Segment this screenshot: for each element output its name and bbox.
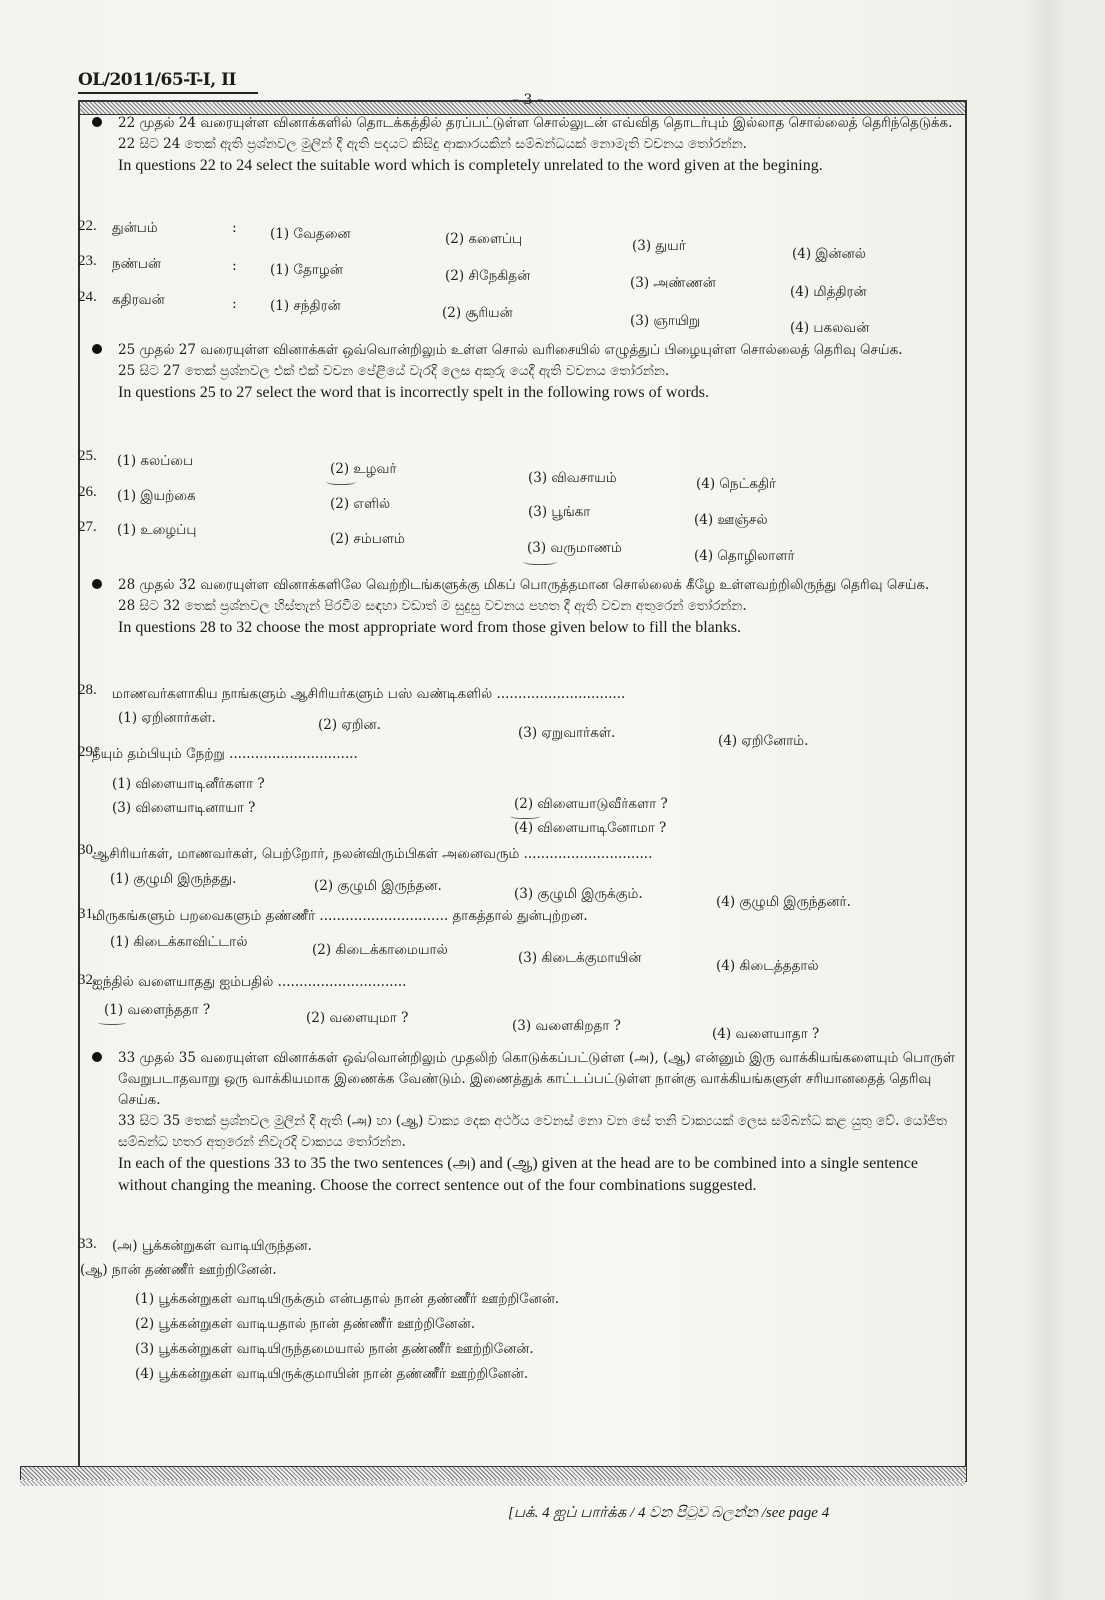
option-1[interactable]: (1) வளைந்ததா ? [104, 1002, 211, 1018]
handwritten-mark [523, 556, 557, 565]
instruction-tamil: 25 முதல் 27 வரையுள்ள வினாக்கள் ஒவ்வொன்றிலும் உள்ள சொல் வரிசையில் எழுத்துப் பிழையுள்ள சொல்லைத் தெரிவு செய்க. [118, 342, 903, 358]
option-4[interactable]: (4) தொழிலாளர் [694, 548, 795, 564]
option-1[interactable]: (1) வேதனை [270, 226, 351, 242]
given-word: கதிரவன் [112, 292, 165, 308]
question-number: 27. [78, 519, 97, 535]
option-1[interactable]: (1) விளையாடினீர்களா ? [112, 776, 265, 792]
option-3[interactable]: (3) விவசாயம் [528, 470, 617, 486]
option-4[interactable]: (4) பூக்கன்றுகள் வாடியிருக்குமாயின் நான் தண்ணீர் ஊற்றினேன். [135, 1366, 529, 1382]
paper-code: OL/2011/65-T-I, II [78, 70, 258, 94]
instruction-tamil: 22 முதல் 24 வரையுள்ள வினாக்களில் தொடக்கத்தில் தரப்பட்டுள்ள சொல்லுடன் எவ்வித தொடர்பும் இல்லாத சொல்லைத் தெரிந்தெடுக்க. [118, 115, 953, 131]
question-stem: மிருகங்களும் பறவைகளும் தண்ணீர் .............................. தாகத்தால் துன்புற்றன. [92, 908, 588, 924]
option-1[interactable]: (1) பூக்கன்றுகள் வாடியிருக்கும் என்பதால் நான் தண்ணீர் ஊற்றினேன். [135, 1291, 560, 1307]
option-3[interactable]: (3) குழுமி இருக்கும். [514, 886, 643, 902]
option-1[interactable]: (1) சந்திரன் [270, 298, 341, 314]
option-4[interactable]: (4) ஊஞ்சல் [694, 512, 768, 528]
instruction-english: In each of the questions 33 to 35 the two sentences (அ) and (ஆ) given at the head are to be combined into a single sentence without changing the meaning. Choose the correct sentence out of the four combinations suggested. [118, 1155, 918, 1194]
option-4[interactable]: (4) விளையாடினோமா ? [514, 820, 667, 836]
option-3[interactable]: (3) அண்ணன் [630, 275, 716, 291]
option-1[interactable]: (1) கிடைக்காவிட்டால் [110, 934, 248, 950]
option-4[interactable]: (4) வளையாதா ? [712, 1026, 820, 1042]
option-2[interactable]: (2) பூக்கன்றுகள் வாடியதால் நான் தண்ணீர் ஊற்றினேன். [135, 1316, 476, 1332]
option-3[interactable]: (3) பூங்கா [528, 504, 591, 520]
instruction-tamil: 33 முதல் 35 வரையுள்ள வினாக்கள் ஒவ்வொன்றிலும் முதலிற் கொடுக்கப்பட்டுள்ள (அ), (ஆ) என்னும் இரு வாக்கியங்களையும் பொருள் வேறுபடாதவாறு ஒரு வாக்கியமாக இணைக்க வேண்டும். இணைத்துக் காட்டப்பட்டுள்ள நான்கு வாக்கியங்களுள் சரியானதைத் தெரிவு செய்க. [118, 1050, 955, 1108]
instruction-sinhala: 33 සිට 35 තෙක් ප්‍රශ්නවල මුලින් දී ඇති (அ) හා (ஆ) වාක්‍ය දෙක අර්ථය වෙනස් නො වන සේ තනි වාක්‍යයක් ලෙස සම්බන්ධ කළ යුතු වේ. යෝජිත සම්බන්ධ හතර අතුරෙන් නිවැරදි වාක්‍යය තෝරන්න. [118, 1113, 948, 1150]
handwritten-mark [326, 476, 356, 485]
instruction-sinhala: 22 සිට 24 තෙක් ඇති ප්‍රශ්නවල මුලින් දී ඇති පදයට කිසිදු ආකාරයකින් සම්බන්ධයක් නොමැති වචනය තෝරන්න. [118, 136, 747, 152]
option-4[interactable]: (4) ஏறினோம். [718, 733, 809, 749]
option-3[interactable]: (3) துயர் [632, 238, 686, 254]
option-2[interactable]: (2) சூரியன் [442, 305, 513, 321]
sentence-b: (ஆ) நான் தண்ணீர் ஊற்றினேன். [80, 1262, 277, 1278]
question-number: 29. [78, 744, 97, 760]
given-word: நண்பன் [112, 256, 161, 272]
bullet-icon [92, 117, 102, 127]
instructions-22-24 [92, 113, 962, 177]
option-2[interactable]: (2) சிநேகிதன் [445, 268, 531, 284]
option-1[interactable]: (1) இயற்கை [117, 488, 196, 504]
option-4[interactable]: (4) பகலவன் [790, 320, 870, 336]
option-4[interactable]: (4) கிடைத்ததால் [716, 958, 819, 974]
given-word: துன்பம் [112, 220, 158, 236]
handwritten-mark [510, 812, 540, 819]
see-next-page: [பக். 4 ஐப் பார்க்க / 4 වන පිටුව බලන්න /see page 4 [508, 1505, 830, 1521]
bullet-icon [92, 579, 102, 589]
option-1[interactable]: (1) கலப்பை [117, 453, 194, 469]
page-number: – 3 – [512, 92, 544, 108]
question-stem: ஆசிரியர்கள், மாணவர்கள், பெற்றோர், நலன்விரும்பிகள் அனைவரும் .............................. [92, 846, 653, 862]
instruction-sinhala: 25 සිට 27 තෙක් ප්‍රශ්නවල එක් එක් වචන පේළියේ වැරදි ලෙස අකුරු යෙදී ඇති වචනය තෝරන්න. [118, 363, 670, 379]
question-number: 28. [78, 682, 97, 698]
question-stem: மாணவர்களாகிய நாங்களும் ஆசிரியர்களும் பஸ் வண்டிகளில் .............................. [112, 686, 626, 702]
option-3[interactable]: (3) வருமாணம் [527, 540, 622, 556]
question-number: 30. [78, 842, 97, 858]
option-3[interactable]: (3) கிடைக்குமாயின் [518, 950, 642, 966]
option-4[interactable]: (4) மித்திரன் [790, 284, 867, 300]
bullet-icon [92, 344, 102, 354]
option-1[interactable]: (1) தோழன் [270, 262, 343, 278]
colon: : [232, 220, 237, 236]
option-4[interactable]: (4) குழுமி இருந்தனர். [716, 894, 851, 910]
colon: : [232, 258, 237, 274]
option-2[interactable]: (2) சம்பளம் [330, 531, 405, 547]
option-2[interactable]: (2) ஏறின. [318, 717, 381, 733]
option-1[interactable]: (1) உழைப்பு [117, 522, 197, 538]
question-number: 22. [78, 218, 97, 234]
option-3[interactable]: (3) வளைகிறதா ? [512, 1018, 621, 1034]
question-number: 23. [78, 253, 97, 269]
sentence-a: (அ) பூக்கன்றுகள் வாடியிருந்தன. [112, 1238, 312, 1254]
colon: : [232, 296, 237, 312]
instruction-english: In questions 25 to 27 select the word that is incorrectly spelt in the following rows of words. [118, 384, 710, 401]
option-3[interactable]: (3) ஞாயிறு [630, 313, 701, 329]
question-number: 33. [78, 1236, 97, 1252]
handwritten-mark [98, 1018, 126, 1025]
instruction-tamil: 28 முதல் 32 வரையுள்ள வினாக்களிலே வெற்றிடங்களுக்கு மிகப் பொருத்தமான சொல்லைக் கீழே உள்ளவற்றிலிருந்து தெரிவு செய்க. [118, 577, 930, 593]
question-number: 26. [78, 484, 97, 500]
instructions-33-35 [92, 1048, 962, 1197]
frame-bottom-hatched-band-2 [20, 1480, 965, 1486]
option-1[interactable]: (1) ஏறினார்கள். [118, 710, 216, 726]
instructions-25-27 [92, 340, 962, 404]
instruction-sinhala: 28 සිට 32 තෙක් ප්‍රශ්නවල හිස්තැන් පිරවීම සඳහා වඩාත් ම සුදුසු වචනය පහත දී ඇති වචන අතුරෙන් තෝරන්න. [118, 598, 747, 614]
option-4[interactable]: (4) இன்னல் [792, 246, 866, 262]
question-stem: ஐந்தில் வளையாதது ஐம்பதில் .............................. [92, 974, 407, 990]
option-1[interactable]: (1) குழுமி இருந்தது. [110, 871, 237, 887]
option-2[interactable]: (2) குழுமி இருந்தன. [314, 878, 442, 894]
question-number: 25. [78, 448, 97, 464]
instruction-english: In questions 28 to 32 choose the most appropriate word from those given below to fill the blanks. [118, 619, 741, 636]
question-number: 31. [78, 906, 97, 922]
option-2[interactable]: (2) எளில் [330, 496, 391, 512]
option-3[interactable]: (3) விளையாடினாயா ? [112, 800, 256, 816]
question-number: 32. [78, 972, 97, 988]
option-2[interactable]: (2) கிடைக்காமையால் [312, 942, 448, 958]
option-3[interactable]: (3) பூக்கன்றுகள் வாடியிருந்தமையால் நான் தண்ணீர் ஊற்றினேன். [135, 1341, 534, 1357]
question-number: 24. [78, 289, 97, 305]
instructions-28-32 [92, 575, 962, 639]
option-2[interactable]: (2) வளையுமா ? [306, 1010, 409, 1026]
instruction-english: In questions 22 to 24 select the suitable word which is completely unrelated to the word given at the begining. [118, 157, 823, 174]
option-4[interactable]: (4) நெட்கதிர் [696, 476, 777, 492]
option-2[interactable]: (2) களைப்பு [445, 231, 523, 247]
bullet-icon [92, 1052, 102, 1062]
option-2[interactable]: (2) உழவர் [330, 461, 397, 477]
question-stem: நீயும் தம்பியும் நேற்று .............................. [92, 746, 358, 762]
option-3[interactable]: (3) ஏறுவார்கள். [518, 725, 616, 741]
option-2[interactable]: (2) விளையாடுவீர்களா ? [514, 796, 668, 812]
